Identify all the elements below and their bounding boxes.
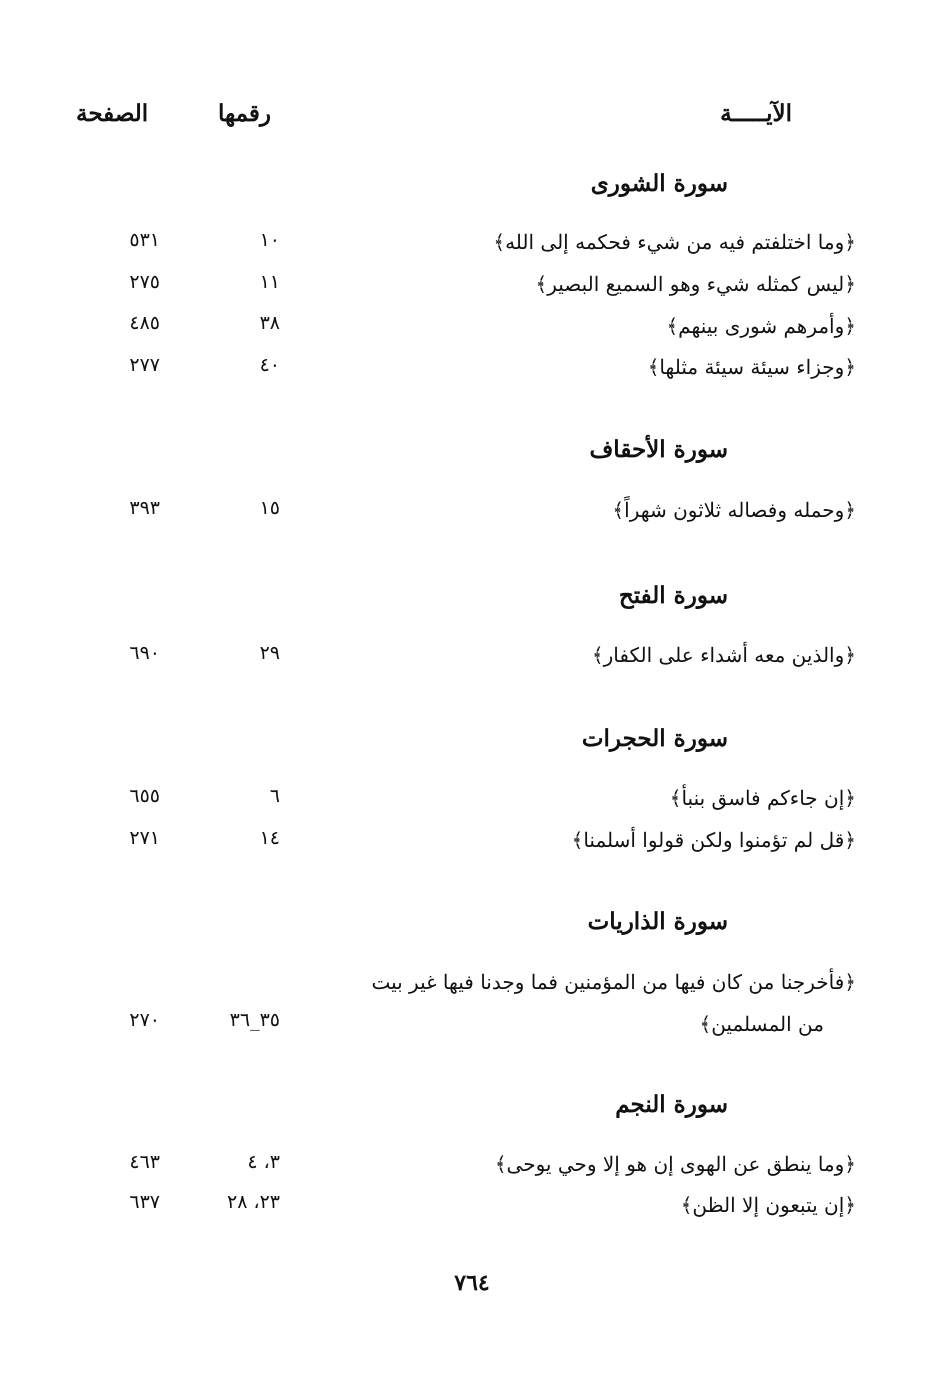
- verse-number: ٢٣، ٢٨: [226, 1191, 280, 1213]
- verse-number: ١٤: [259, 827, 280, 849]
- verse-text: ﴿والذين معه أشداء على الكفار﴾: [591, 643, 856, 667]
- verse-text: ﴿ليس كمثله شيء وهو السميع البصير﴾: [535, 272, 856, 296]
- verse-number: ١٠: [259, 229, 280, 251]
- verse-text-continuation: من المسلمين﴾: [699, 1012, 824, 1036]
- surah-title: سورة النجم: [615, 1091, 728, 1118]
- verse-number: ٣٨: [259, 312, 280, 334]
- page-reference: ٢٧٥: [129, 271, 160, 293]
- verse-text: ﴿إن جاءكم فاسق بنبأ﴾: [669, 786, 856, 810]
- page-reference: ٢٧١: [129, 827, 160, 849]
- surah-title: سورة الذاريات: [587, 908, 728, 935]
- page-reference: ٢٧٧: [129, 354, 160, 376]
- verse-text: ﴿وما ينطق عن الهوى إن هو إلا وحي يوحى﴾: [494, 1152, 856, 1176]
- verse-number: ٢٩: [259, 642, 280, 664]
- surah-title: سورة الشورى: [590, 170, 728, 197]
- verse-number: ٤٠: [259, 354, 280, 376]
- surah-title: سورة الأحقاف: [589, 436, 728, 463]
- page-reference: ٦٩٠: [129, 642, 160, 664]
- page-reference: ٣٩٣: [129, 497, 160, 519]
- verse-number: ١١: [259, 271, 280, 293]
- column-header-verse: الآيـــــة: [720, 100, 792, 127]
- page-reference: ٢٧٠: [129, 1009, 160, 1031]
- page-reference: ٤٨٥: [129, 312, 160, 334]
- page-number: ٧٦٤: [454, 1270, 490, 1296]
- verse-number: ٣، ٤: [247, 1151, 280, 1173]
- verse-text: ﴿وجزاء سيئة سيئة مثلها﴾: [647, 355, 856, 379]
- surah-title: سورة الحجرات: [581, 725, 728, 752]
- verse-text: ﴿وحمله وفصاله ثلاثون شهراً﴾: [612, 498, 856, 522]
- verse-number: ١٥: [259, 497, 280, 519]
- verse-number: ٣٥_٣٦: [229, 1009, 280, 1031]
- verse-text: ﴿وما اختلفتم فيه من شيء فحكمه إلى الله﴾: [493, 230, 856, 254]
- verse-text: ﴿قل لم تؤمنوا ولكن قولوا أسلمنا﴾: [571, 828, 856, 852]
- column-header-number: رقمها: [218, 100, 272, 127]
- verse-number: ٦: [269, 785, 280, 807]
- column-header-page: الصفحة: [76, 100, 149, 127]
- page-reference: ٦٣٧: [129, 1191, 160, 1213]
- verse-text: ﴿إن يتبعون إلا الظن﴾: [680, 1193, 856, 1217]
- verse-text: ﴿وأمرهم شورى بينهم﴾: [666, 314, 856, 338]
- page-reference: ٦٥٥: [129, 785, 160, 807]
- page-reference: ٥٣١: [129, 229, 160, 251]
- verse-text: ﴿فأخرجنا من كان فيها من المؤمنين فما وجدنا فيها غير بيت: [371, 970, 856, 994]
- page-reference: ٤٦٣: [129, 1151, 160, 1173]
- surah-title: سورة الفتح: [618, 582, 728, 609]
